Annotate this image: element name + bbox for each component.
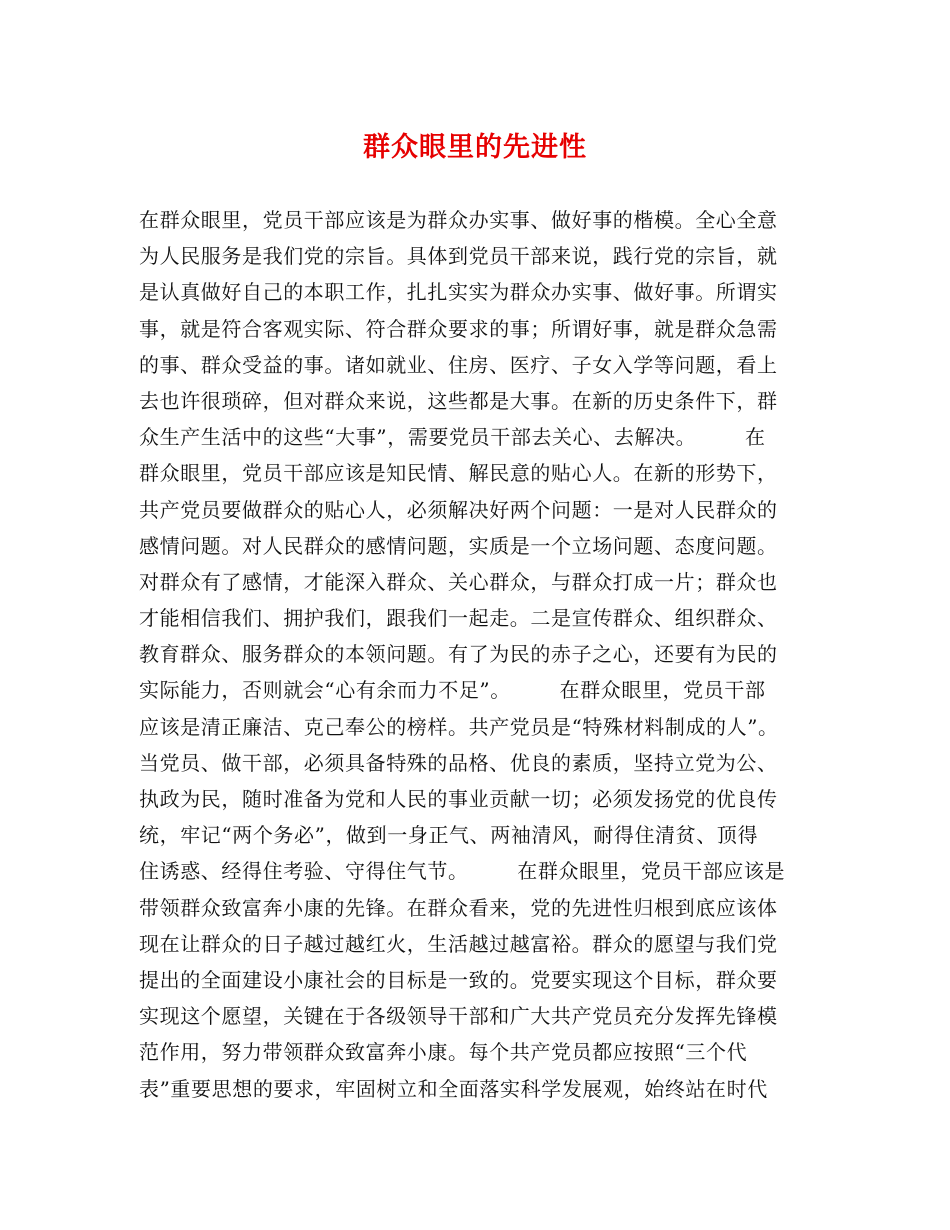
body-text-line: 范作用，努力带领群众致富奔小康。每个共产党员都应按照“三个代 — [139, 1040, 748, 1065]
body-text-line: 为人民服务是我们党的宗旨。具体到党员干部来说，践行党的宗旨，就 — [139, 244, 778, 269]
body-text-line: 实际能力，否则就会“心有余而力不足”。 在群众眼里，党员干部 — [139, 678, 766, 703]
body-text-line: 的事、群众受益的事。诸如就业、住房、医疗、子女入学等问题，看上 — [139, 352, 778, 377]
body-text-line: 众生产生活中的这些“大事”，需要党员干部去关心、去解决。 在 — [139, 425, 766, 450]
body-text-line: 提出的全面建设小康社会的目标是一致的。党要实现这个目标，群众要 — [139, 967, 778, 992]
body-text-line: 执政为民，随时准备为党和人民的事业贡献一切；必须发扬党的优良传 — [139, 787, 778, 811]
document-body — [139, 202, 839, 1107]
body-text-line: 对群众有了感情，才能深入群众、关心群众，与群众打成一片；群众也 — [139, 569, 778, 594]
body-text-line: 群众眼里，党员干部应该是知民情、解民意的贴心人。在新的形势下， — [139, 461, 778, 486]
body-text-line: 住诱惑、经得住考验、守得住气节。 在群众眼里，党员干部应该是 — [139, 859, 786, 884]
body-text-line: 实现这个愿望，关键在于各级领导干部和广大共产党员充分发挥先锋模 — [139, 1004, 778, 1029]
body-text-line: 现在让群众的日子越过越红火，生活越过越富裕。群众的愿望与我们党 — [139, 931, 778, 956]
body-text-line: 教育群众、服务群众的本领问题。有了为民的赤子之心，还要有为民的 — [139, 642, 778, 667]
body-text-line: 事，就是符合客观实际、符合群众要求的事；所谓好事，就是群众急需 — [139, 316, 778, 341]
body-text-line: 应该是清正廉洁、克己奉公的榜样。共产党员是“特殊材料制成的人”。 — [139, 714, 779, 739]
document-title: 群众眼里的先进性 — [363, 132, 587, 163]
body-text-line: 当党员、做干部，必须具备特殊的品格、优良的素质，坚持立党为公、 — [139, 750, 778, 775]
body-text-line: 带领群众致富奔小康的先锋。在群众看来，党的先进性归根到底应该体 — [139, 895, 778, 920]
body-text-line: 统，牢记“两个务必”，做到一身正气、两袖清风，耐得住清贫、顶得 — [139, 823, 759, 848]
body-text-line: 是认真做好自己的本职工作，扎扎实实为群众办实事、做好事。所谓实 — [139, 280, 778, 305]
body-text-line: 表”重要思想的要求，牢固树立和全面落实科学发展观，始终站在时代 — [139, 1076, 768, 1101]
body-text-line: 才能相信我们、拥护我们，跟我们一起走。二是宣传群众、组织群众、 — [139, 606, 778, 631]
body-text-line: 共产党员要做群众的贴心人，必须解决好两个问题：一是对人民群众的 — [139, 497, 778, 522]
body-text-line: 去也许很琐碎，但对群众来说，这些都是大事。在新的历史条件下，群 — [139, 388, 778, 413]
body-text-line: 在群众眼里，党员干部应该是为群众办实事、做好事的楷模。全心全意 — [139, 208, 778, 232]
body-text-line: 感情问题。对人民群众的感情问题，实质是一个立场问题、态度问题。 — [139, 533, 778, 558]
